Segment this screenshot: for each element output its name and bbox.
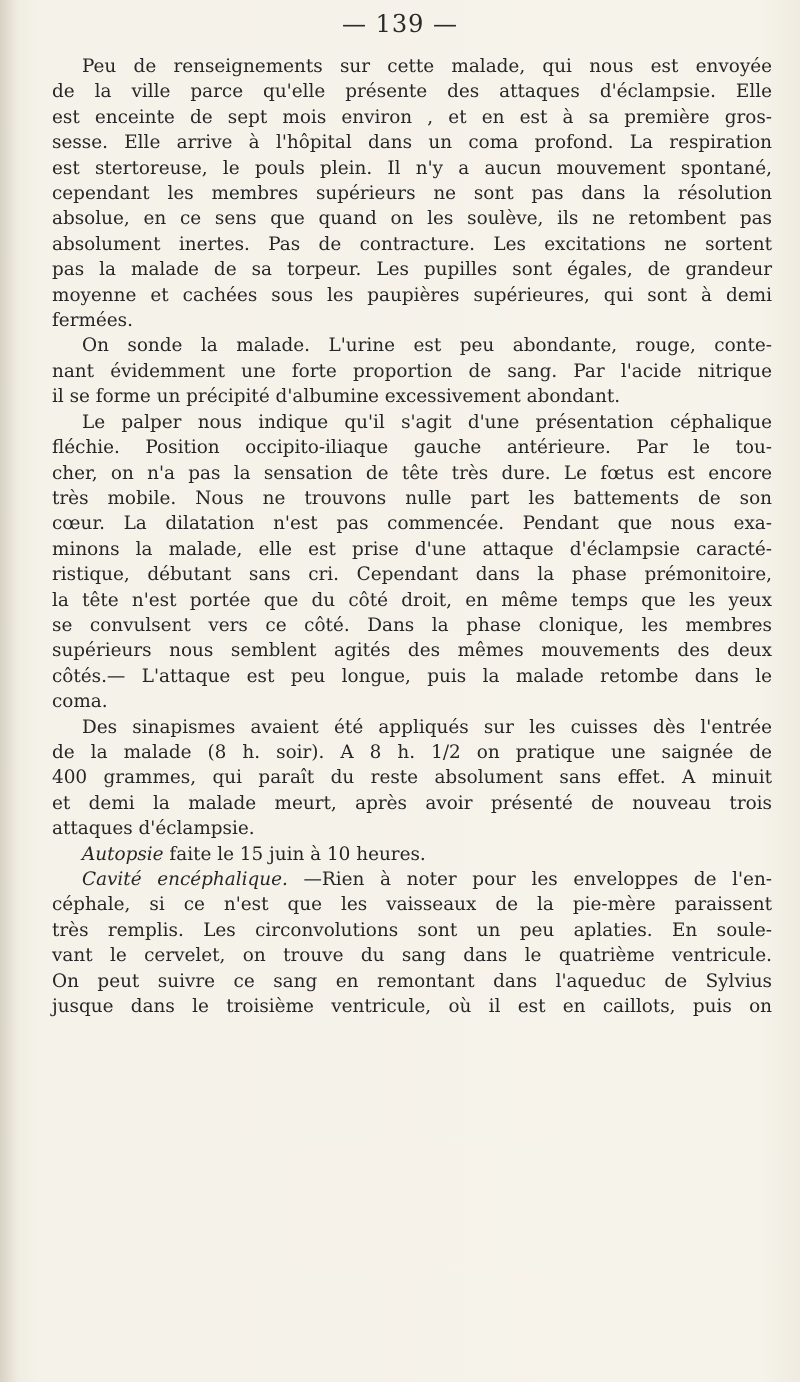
text-line: Le palper nous indique qu'il s'agit d'une présentation céphalique [82, 411, 772, 433]
text-line [52, 867, 772, 892]
text-line: est enceinte de sept mois environ , et en est à sa première gros- [52, 106, 772, 128]
text-line: Des sinapismes avaient été appliqués sur les cuisses dès l'entrée [82, 716, 772, 738]
text-line [52, 842, 772, 867]
text-run: faite le 15 juin à 10 heures. [163, 843, 426, 865]
text-line: absolument inertes. Pas de contracture. Les excitations ne sortent [52, 233, 772, 255]
text-run: —Rien à noter pour les enveloppes de l'en- [287, 869, 773, 890]
text-line: On sonde la malade. L'urine est peu abondante, rouge, conte- [82, 335, 772, 357]
text-line: côtés.— L'attaque est peu longue, puis la malade retombe dans le [52, 665, 772, 687]
text-line: sesse. Elle arrive à l'hôpital dans un coma profond. La respiration [52, 132, 772, 154]
text-line: céphale, si ce n'est que les vaisseaux de la pie-mère paraissent [52, 894, 772, 916]
text-line: cœur. La dilatation n'est pas commencée. Pendant que nous exa- [52, 513, 772, 535]
text-line: ristique, débutant sans cri. Cependant dans la phase prémonitoire, [52, 564, 772, 586]
paragraph [52, 842, 772, 867]
text-line: il se forme un précipité d'albumine excessivement abondant. [52, 386, 621, 408]
paragraph [52, 54, 772, 333]
page-gutter-shadow [0, 0, 18, 1382]
paragraph [52, 333, 772, 409]
text-line: cependant les membres supérieurs ne sont pas dans la résolution [52, 183, 772, 205]
body-text [52, 54, 772, 1019]
page-number: — 139 — [341, 10, 459, 38]
text-line: absolue, en ce sens que quand on les soulève, ils ne retombent pas [52, 208, 772, 230]
text-line: pas la malade de sa torpeur. Les pupilles sont égales, de grandeur [52, 259, 772, 281]
text-line: nant évidemment une forte proportion de sang. Par l'acide nitrique [52, 360, 772, 382]
text-line: et demi la malade meurt, après avoir présenté de nouveau trois [52, 792, 772, 814]
text-line: fléchie. Position occipito-iliaque gauche antérieure. Par le tou- [52, 437, 772, 459]
text-line: très remplis. Les circonvolutions sont un peu aplaties. En soule- [52, 919, 772, 941]
text-line: se convulsent vers ce côté. Dans la phase clonique, les membres [52, 614, 772, 636]
text-line: très mobile. Nous ne trouvons nulle part les battements de son [52, 487, 772, 509]
text-line: cher, on n'a pas la sensation de tête très dure. Le fœtus est encore [52, 462, 772, 484]
text-line: Peu de renseignements sur cette malade, qui nous est envoyée [82, 56, 772, 77]
text-line: minons la malade, elle est prise d'une attaque d'éclampsie caracté- [52, 538, 772, 560]
text-line: 400 grammes, qui paraît du reste absolument sans effet. A minuit [52, 767, 772, 789]
text-line: moyenne et cachées sous les paupières supérieures, qui sont à demi [52, 284, 772, 306]
text-line: est stertoreuse, le pouls plein. Il n'y a aucun mouvement spontané, [52, 157, 772, 179]
italic-heading: Autopsie [82, 843, 164, 865]
text-line: jusque dans le troisième ventricule, où il est en caillots, puis on [52, 996, 772, 1018]
text-line: de la ville parce qu'elle présente des attaques d'éclampsie. Elle [52, 81, 772, 103]
text-line: supérieurs nous semblent agités des mêmes mouvements des deux [52, 640, 772, 662]
text-line: On peut suivre ce sang en remontant dans l'aqueduc de Sylvius [52, 970, 772, 992]
paragraph [52, 410, 772, 715]
text-line: de la malade (8 h. soir). A 8 h. 1/2 on pratique une saignée de [52, 741, 772, 763]
text-line: vant le cervelet, on trouve du sang dans le quatrième ventricule. [52, 945, 772, 967]
text-line: fermées. [52, 310, 133, 332]
text-line: la tête n'est portée que du côté droit, en même temps que les yeux [52, 589, 772, 611]
paragraph [52, 867, 772, 1019]
paragraph [52, 715, 772, 842]
text-line: coma. [52, 691, 108, 713]
italic-heading: Cavité encéphalique. [82, 869, 288, 890]
text-line: attaques d'éclampsie. [52, 818, 255, 840]
